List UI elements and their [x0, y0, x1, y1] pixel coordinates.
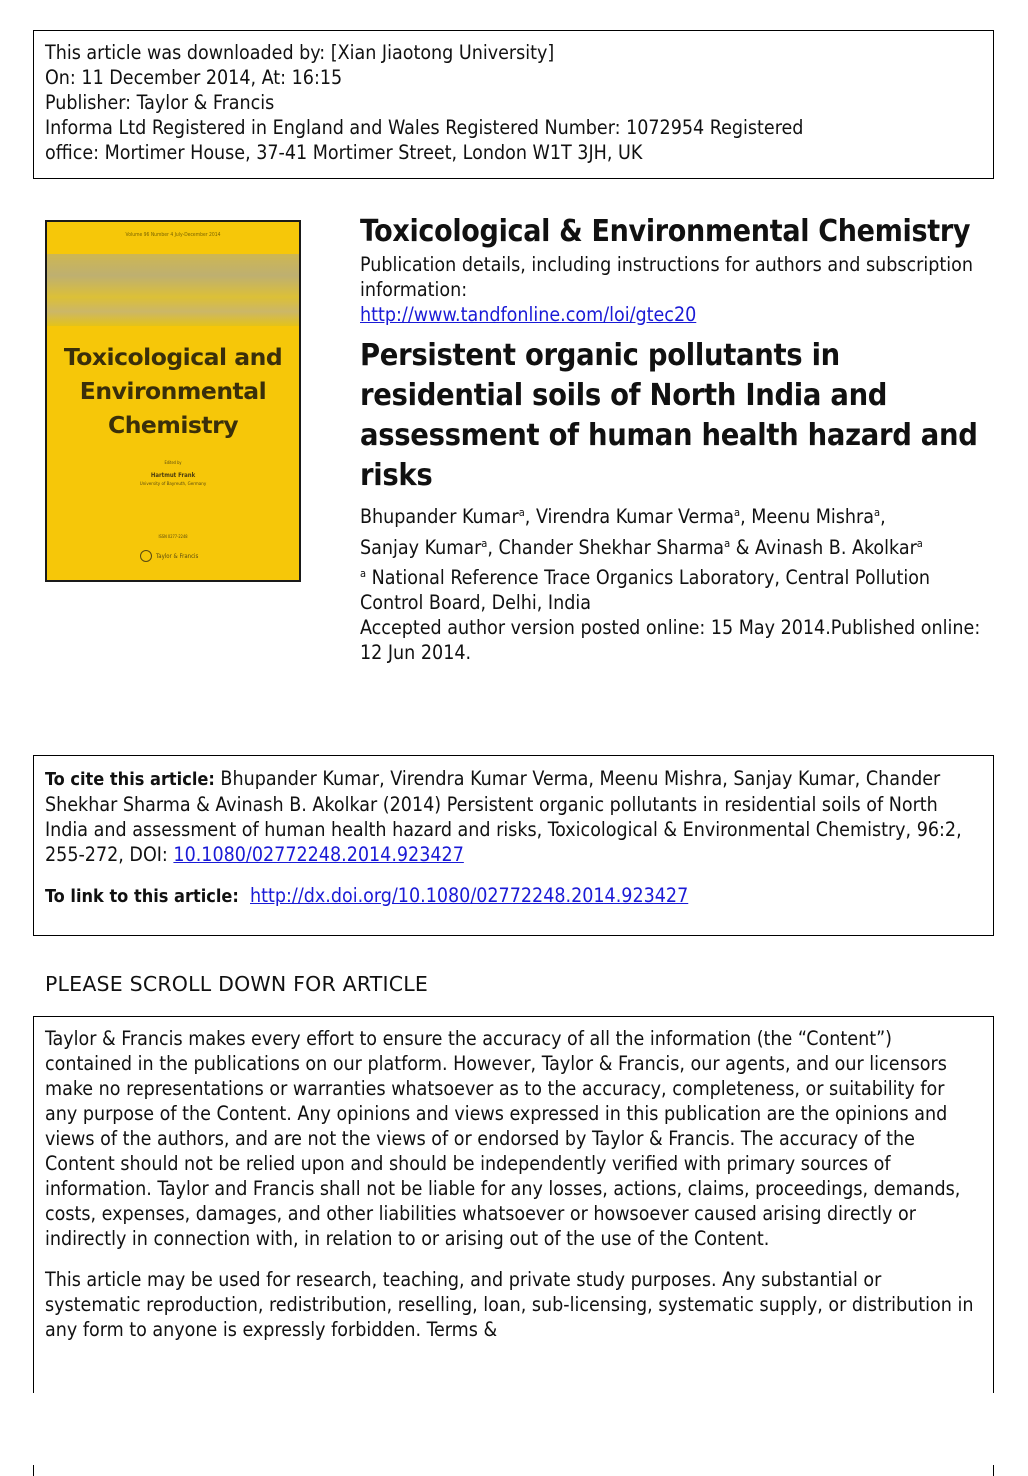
cover-title — [47, 340, 299, 442]
download-notice-box — [33, 30, 994, 179]
journal-cover-image — [45, 220, 301, 582]
affiliation-marker: a — [481, 537, 488, 550]
author-list — [360, 501, 990, 563]
author-name: Virendra Kumar Verma — [535, 505, 735, 528]
affiliation-marker: a — [734, 506, 741, 519]
citation-box — [33, 755, 994, 936]
journal-url-link[interactable]: http://www.tandfonline.com/loi/gtec20 — [360, 303, 697, 326]
cite-paragraph — [45, 766, 982, 867]
cover-edited-by: Edited by — [164, 460, 182, 465]
publication-dates: Accepted author version posted online: 15 May 2014.Published online: 12 Jun 2014. — [360, 616, 981, 664]
affiliation-marker: a — [724, 537, 731, 550]
download-line: Publisher: Taylor & Francis — [45, 91, 275, 114]
cite-text: Bhupander Kumar, Virendra Kumar Verma, Meenu Mishra, Sanjay Kumar, Chander Shekhar Sharma & Avinash B. Akolkar (2014) Persistent organic pollutants in residential soils of North India and assessment of human health hazard and risks, Toxicological & Environmental Chemistry, 96:2, 255-272, DOI: — [45, 767, 962, 866]
affiliation-text: National Reference Trace Organics Laboratory, Central Pollution Control Board, Delhi, India — [360, 566, 931, 614]
separator: , — [487, 536, 499, 559]
cover-title-line: Toxicological and — [63, 343, 283, 371]
download-line: Informa Ltd Registered in England and Wales Registered Number: 1072954 Registered — [45, 116, 804, 139]
download-line: office: Mortimer House, 37-41 Mortimer Street, London W1T 3JH, UK — [45, 141, 643, 164]
cover-clouds-band — [47, 254, 299, 326]
affiliation-marker: a — [360, 567, 367, 580]
separator: , — [524, 505, 536, 528]
separator: , — [880, 505, 886, 528]
article-url-link[interactable]: http://dx.doi.org/10.1080/02772248.2014.923427 — [250, 884, 689, 907]
author-name: Bhupander Kumar — [360, 505, 519, 528]
affiliation — [360, 565, 990, 615]
cover-publisher-name: Taylor & Francis — [156, 552, 199, 560]
download-line: This article was downloaded by: [Xian Jiaotong University] — [45, 41, 555, 64]
affiliation-marker: a — [874, 506, 881, 519]
author-name: Chander Shekhar Sharma — [498, 536, 725, 559]
affiliation-marker: a — [916, 537, 923, 550]
journal-info — [360, 212, 990, 665]
download-line: On: 11 December 2014, At: 16:15 — [45, 66, 343, 89]
journal-details: Publication details, including instructions for authors and subscription information: — [360, 253, 973, 301]
cover-title-line: Environmental — [79, 377, 267, 405]
separator: & — [730, 536, 755, 559]
author-name: Meenu Mishra — [751, 505, 875, 528]
article-title: Persistent organic pollutants in residential soils of North India and assessment of human health hazard and risks — [360, 338, 978, 493]
separator: , — [740, 505, 752, 528]
affiliation-marker: a — [518, 506, 525, 519]
cite-label: To cite this article: — [45, 769, 215, 790]
publisher-logo-icon — [140, 550, 152, 562]
cover-issn: ISSN 0277-2248 — [158, 534, 188, 539]
link-label: To link to this article: — [45, 886, 239, 907]
author-name: Sanjay Kumar — [360, 536, 482, 559]
author-name: Avinash B. Akolkar — [754, 536, 917, 559]
page-cutoff — [0, 1393, 1028, 1465]
link-paragraph — [45, 883, 982, 909]
cover-title-line: Chemistry — [107, 411, 239, 439]
cover-volume: Volume 96 Number 4 July-December 2014 — [125, 232, 221, 238]
disclaimer-paragraph: Taylor & Francis makes every effort to ensure the accuracy of all the information (the “Content”) contained in the publications on our platform. However, Taylor & Francis, our agents, and our licensors make no representations or warranties whatsoever as to the accuracy, completeness, or suitability for any purpose of the Content. Any opinions and views expressed in this publication are the opinions and views of the authors, and are not the views of or endorsed by Taylor & Francis. The accuracy of the Content should not be relied upon and should be independently verified with primary sources of information. Taylor and Francis shall not be liable for any losses, actions, claims, proceedings, demands, costs, expenses, damages, and other liabilities whatsoever or howsoever caused arising directly or indirectly in connection with, in relation to or arising out of the use of the Content. — [45, 1027, 961, 1250]
cover-publisher — [140, 550, 198, 562]
cover-editor: Hartmut Frank — [150, 472, 196, 479]
scroll-notice: PLEASE SCROLL DOWN FOR ARTICLE — [45, 972, 429, 996]
cover-affiliation: University of Bayreuth, Germany — [139, 482, 207, 487]
journal-title: Toxicological & Environmental Chemistry — [360, 214, 971, 249]
disclaimer-paragraph: This article may be used for research, teaching, and private study purposes. Any substantial or systematic reproduction, redistribution, reselling, loan, sub-licensing, systematic supply, or distribution in any form to anyone is expressly forbidden. Terms & — [45, 1268, 974, 1341]
doi-link[interactable]: 10.1080/02772248.2014.923427 — [173, 843, 464, 866]
